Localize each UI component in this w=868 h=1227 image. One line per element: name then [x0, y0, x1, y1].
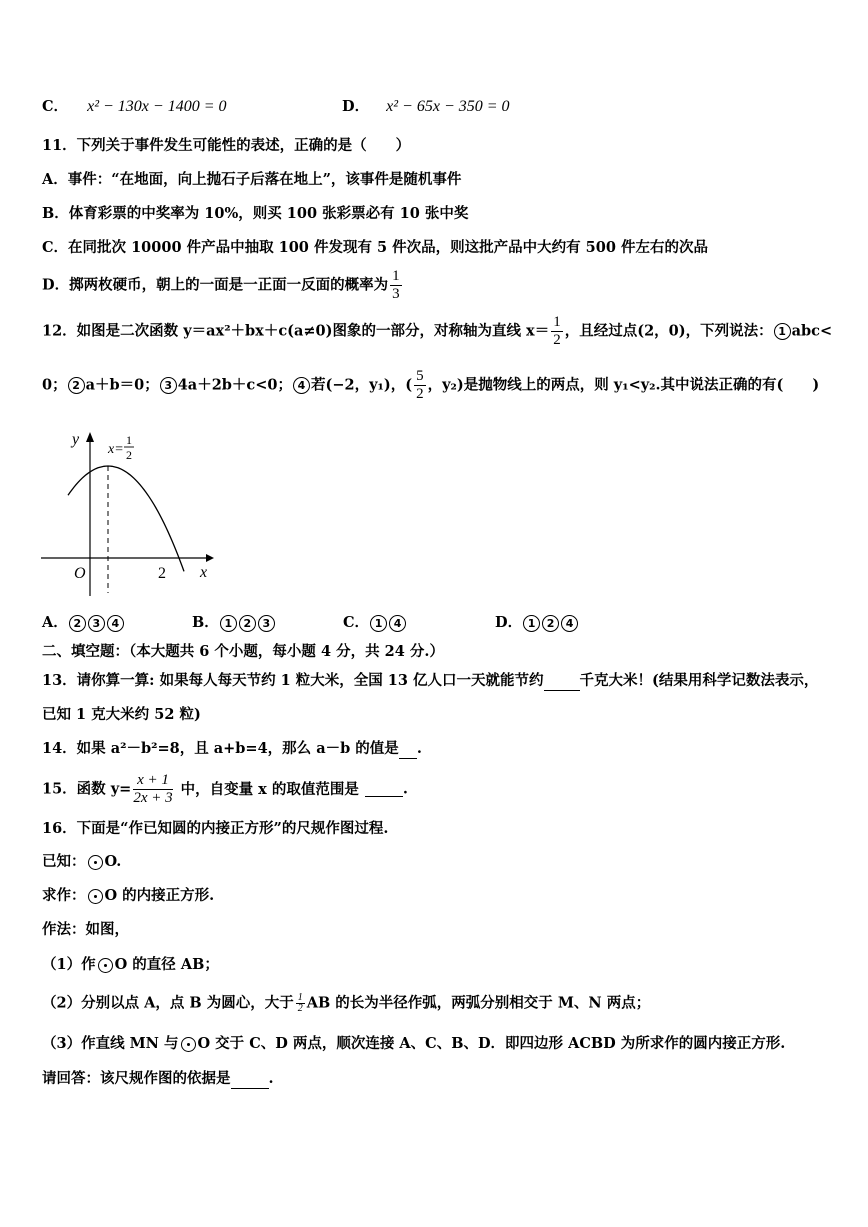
q16-step2	[42, 993, 650, 1014]
q12-option-d-label: D．	[495, 614, 523, 631]
circled-number: 1	[774, 323, 791, 340]
fraction-numerator: 5	[416, 368, 424, 384]
circled-number: 2	[68, 377, 85, 394]
symmetry-axis-label: x=	[108, 442, 124, 457]
fraction-denominator: 2	[297, 1003, 303, 1014]
q14-text: 14．如果 a²－b²=8，且 a+b=4，那么 a－b 的值是	[42, 740, 399, 757]
q11-option-d	[42, 268, 404, 303]
q12-stem-text: a＋b＝0；	[85, 376, 159, 394]
q16-text: O.	[104, 853, 122, 870]
q16-text: （3）作直线 MN 与	[42, 1035, 179, 1052]
q12-option-b	[192, 613, 276, 633]
q13-line1	[42, 671, 818, 691]
q16-text: .	[268, 1070, 274, 1087]
q13-text: 13．请你算一算: 如果每人每天节约 1 粒大米，全国 13 亿人口一天就能节约	[42, 672, 544, 689]
q11-option-a: A．事件：“在地面，向上抛石子后落在地上”，该事件是随机事件	[42, 171, 462, 188]
q12-axis-fraction	[551, 314, 563, 349]
q12-stem-text: 0；	[42, 376, 67, 394]
answer-blank[interactable]	[399, 744, 417, 759]
q15-text: 15．函数 y=	[42, 780, 132, 798]
q12-stem-text: abc<	[791, 322, 833, 340]
q12-stem-line1	[42, 314, 832, 349]
q16-text: AB 的长为半径作弧，两弧分别相交于 M、N 两点；	[306, 994, 651, 1012]
q10-option-d	[342, 97, 510, 117]
q15-fraction	[133, 772, 172, 807]
q12-stem-text: 若(−2，y₁)，(	[311, 376, 413, 394]
q12-stem-text: 12．如图是二次函数 y＝ax²＋bx＋c(a≠0)图象的一部分，对称轴为直线 x＝	[42, 322, 550, 340]
q10-option-d-equation: x² − 65x − 350 = 0	[386, 98, 510, 115]
q16-text: O 的内接正方形.	[104, 887, 215, 904]
q12-stem-text: ，且经过点(2，0)，下列说法：	[564, 322, 773, 340]
q16-stem: 16．下面是“作已知圆的内接正方形”的尺规作图过程.	[42, 820, 389, 837]
fraction-denominator: 2	[416, 386, 424, 402]
answer-blank[interactable]	[544, 676, 580, 691]
circled-number: 1	[220, 615, 237, 632]
circled-number: 4	[561, 615, 578, 632]
q10-option-c	[42, 97, 227, 117]
circled-number: 3	[88, 615, 105, 632]
q11-option-c: C．在同批次 10000 件产品中抽取 100 件发现有 5 件次品，则这批产品中大约有 500 件左右的次品	[42, 239, 708, 256]
q12-stem-text: ，y₂)是抛物线上的两点，则 y₁<y₂.其中说法正确的有( )	[427, 376, 820, 394]
q12-option-a-label: A．	[42, 614, 68, 631]
fraction-denominator: 3	[392, 286, 400, 302]
q15-text: 中，自变量 x 的取值范围是	[180, 780, 359, 798]
q16-known	[42, 852, 121, 872]
circle-dot-icon	[98, 958, 113, 973]
q14	[42, 739, 422, 759]
circled-number: 2	[239, 615, 256, 632]
y-axis-arrow	[86, 432, 94, 442]
fraction-numerator: 1	[297, 992, 303, 1003]
q16-text: （1）作	[42, 956, 96, 973]
q13-line2: 已知 1 克大米约 52 粒)	[42, 706, 201, 723]
q16-text: 已知：	[42, 853, 86, 870]
q12-option-b-label: B．	[192, 614, 219, 631]
circled-number: 1	[370, 615, 387, 632]
y-axis-label: y	[72, 431, 80, 448]
circle-dot-icon	[181, 1037, 196, 1052]
symmetry-axis-label-numerator: 1	[126, 433, 132, 447]
x-axis-label: x	[200, 564, 208, 581]
q16-text: （2）分别以点 A，点 B 为圆心，大于	[42, 994, 294, 1012]
fraction-numerator: 1	[392, 268, 400, 284]
fraction-denominator: 2	[553, 332, 561, 348]
fraction-numerator: 1	[553, 314, 561, 330]
x-axis-arrow	[206, 554, 214, 562]
fraction-denominator: 2x + 3	[133, 790, 173, 806]
fraction-numerator: x + 1	[133, 772, 172, 790]
q15-text: .	[402, 780, 408, 798]
circled-number: 4	[107, 615, 124, 632]
q16-step1	[42, 955, 219, 975]
q11-option-d-fraction	[390, 268, 402, 303]
q10-option-c-equation: x² − 130x − 1400 = 0	[87, 98, 227, 115]
q16-text: 请回答：该尺规作图的依据是	[42, 1070, 231, 1087]
circled-number: 1	[523, 615, 540, 632]
circled-number: 3	[258, 615, 275, 632]
q16-text: O 的直径 AB；	[114, 956, 219, 973]
q14-text: .	[416, 740, 422, 757]
q10-option-c-label: C．	[42, 98, 69, 115]
q16-answer	[42, 1069, 274, 1089]
answer-blank[interactable]	[365, 782, 403, 797]
q16-method: 作法：如图，	[42, 921, 129, 938]
origin-label: O	[74, 565, 86, 582]
q12-option-a	[42, 613, 125, 633]
section-heading: 二、填空题：（本大题共 6 个小题，每小题 4 分，共 24 分.）	[42, 643, 444, 660]
answer-blank[interactable]	[231, 1074, 269, 1089]
circled-number: 2	[542, 615, 559, 632]
q11-option-b: B．体育彩票的中奖率为 10%，则买 100 张彩票必有 10 张中奖	[42, 205, 469, 222]
root-label: 2	[158, 565, 166, 582]
circled-number: 4	[293, 377, 310, 394]
circled-number: 3	[160, 377, 177, 394]
q11-option-d-text: D．掷两枚硬币，朝上的一面是一正面一反面的概率为	[42, 276, 389, 294]
q16-ask	[42, 886, 214, 906]
q12-option-c-label: C．	[343, 614, 370, 631]
q12-option-c	[343, 613, 407, 633]
symmetry-axis-label-denominator: 2	[126, 448, 132, 462]
q16-step3	[42, 1034, 785, 1054]
parabola-curve	[68, 466, 184, 571]
q12-point-fraction	[414, 368, 426, 403]
q16-text: O 交于 C、D 两点，顺次连接 A、C、B、D．即四边形 ACBD 为所求作的圆内接正方形.	[197, 1035, 786, 1052]
circled-number: 2	[69, 615, 86, 632]
q13-text: 千克大米！(结果用科学记数法表示，	[579, 672, 819, 689]
q16-half-fraction	[296, 993, 305, 1014]
q12-stem-text: 4a＋2b＋c<0；	[177, 376, 292, 394]
q11-stem: 11．下列关于事件发生可能性的表述，正确的是（ ）	[42, 137, 411, 154]
q10-option-d-label: D．	[342, 98, 370, 115]
circle-dot-icon	[88, 889, 103, 904]
q16-text: 求作：	[42, 887, 86, 904]
circle-dot-icon	[88, 855, 103, 870]
q12-option-d	[495, 613, 579, 633]
circled-number: 4	[389, 615, 406, 632]
q15	[42, 772, 408, 807]
q12-stem-line2	[42, 368, 819, 403]
parabola-graph	[36, 428, 216, 603]
